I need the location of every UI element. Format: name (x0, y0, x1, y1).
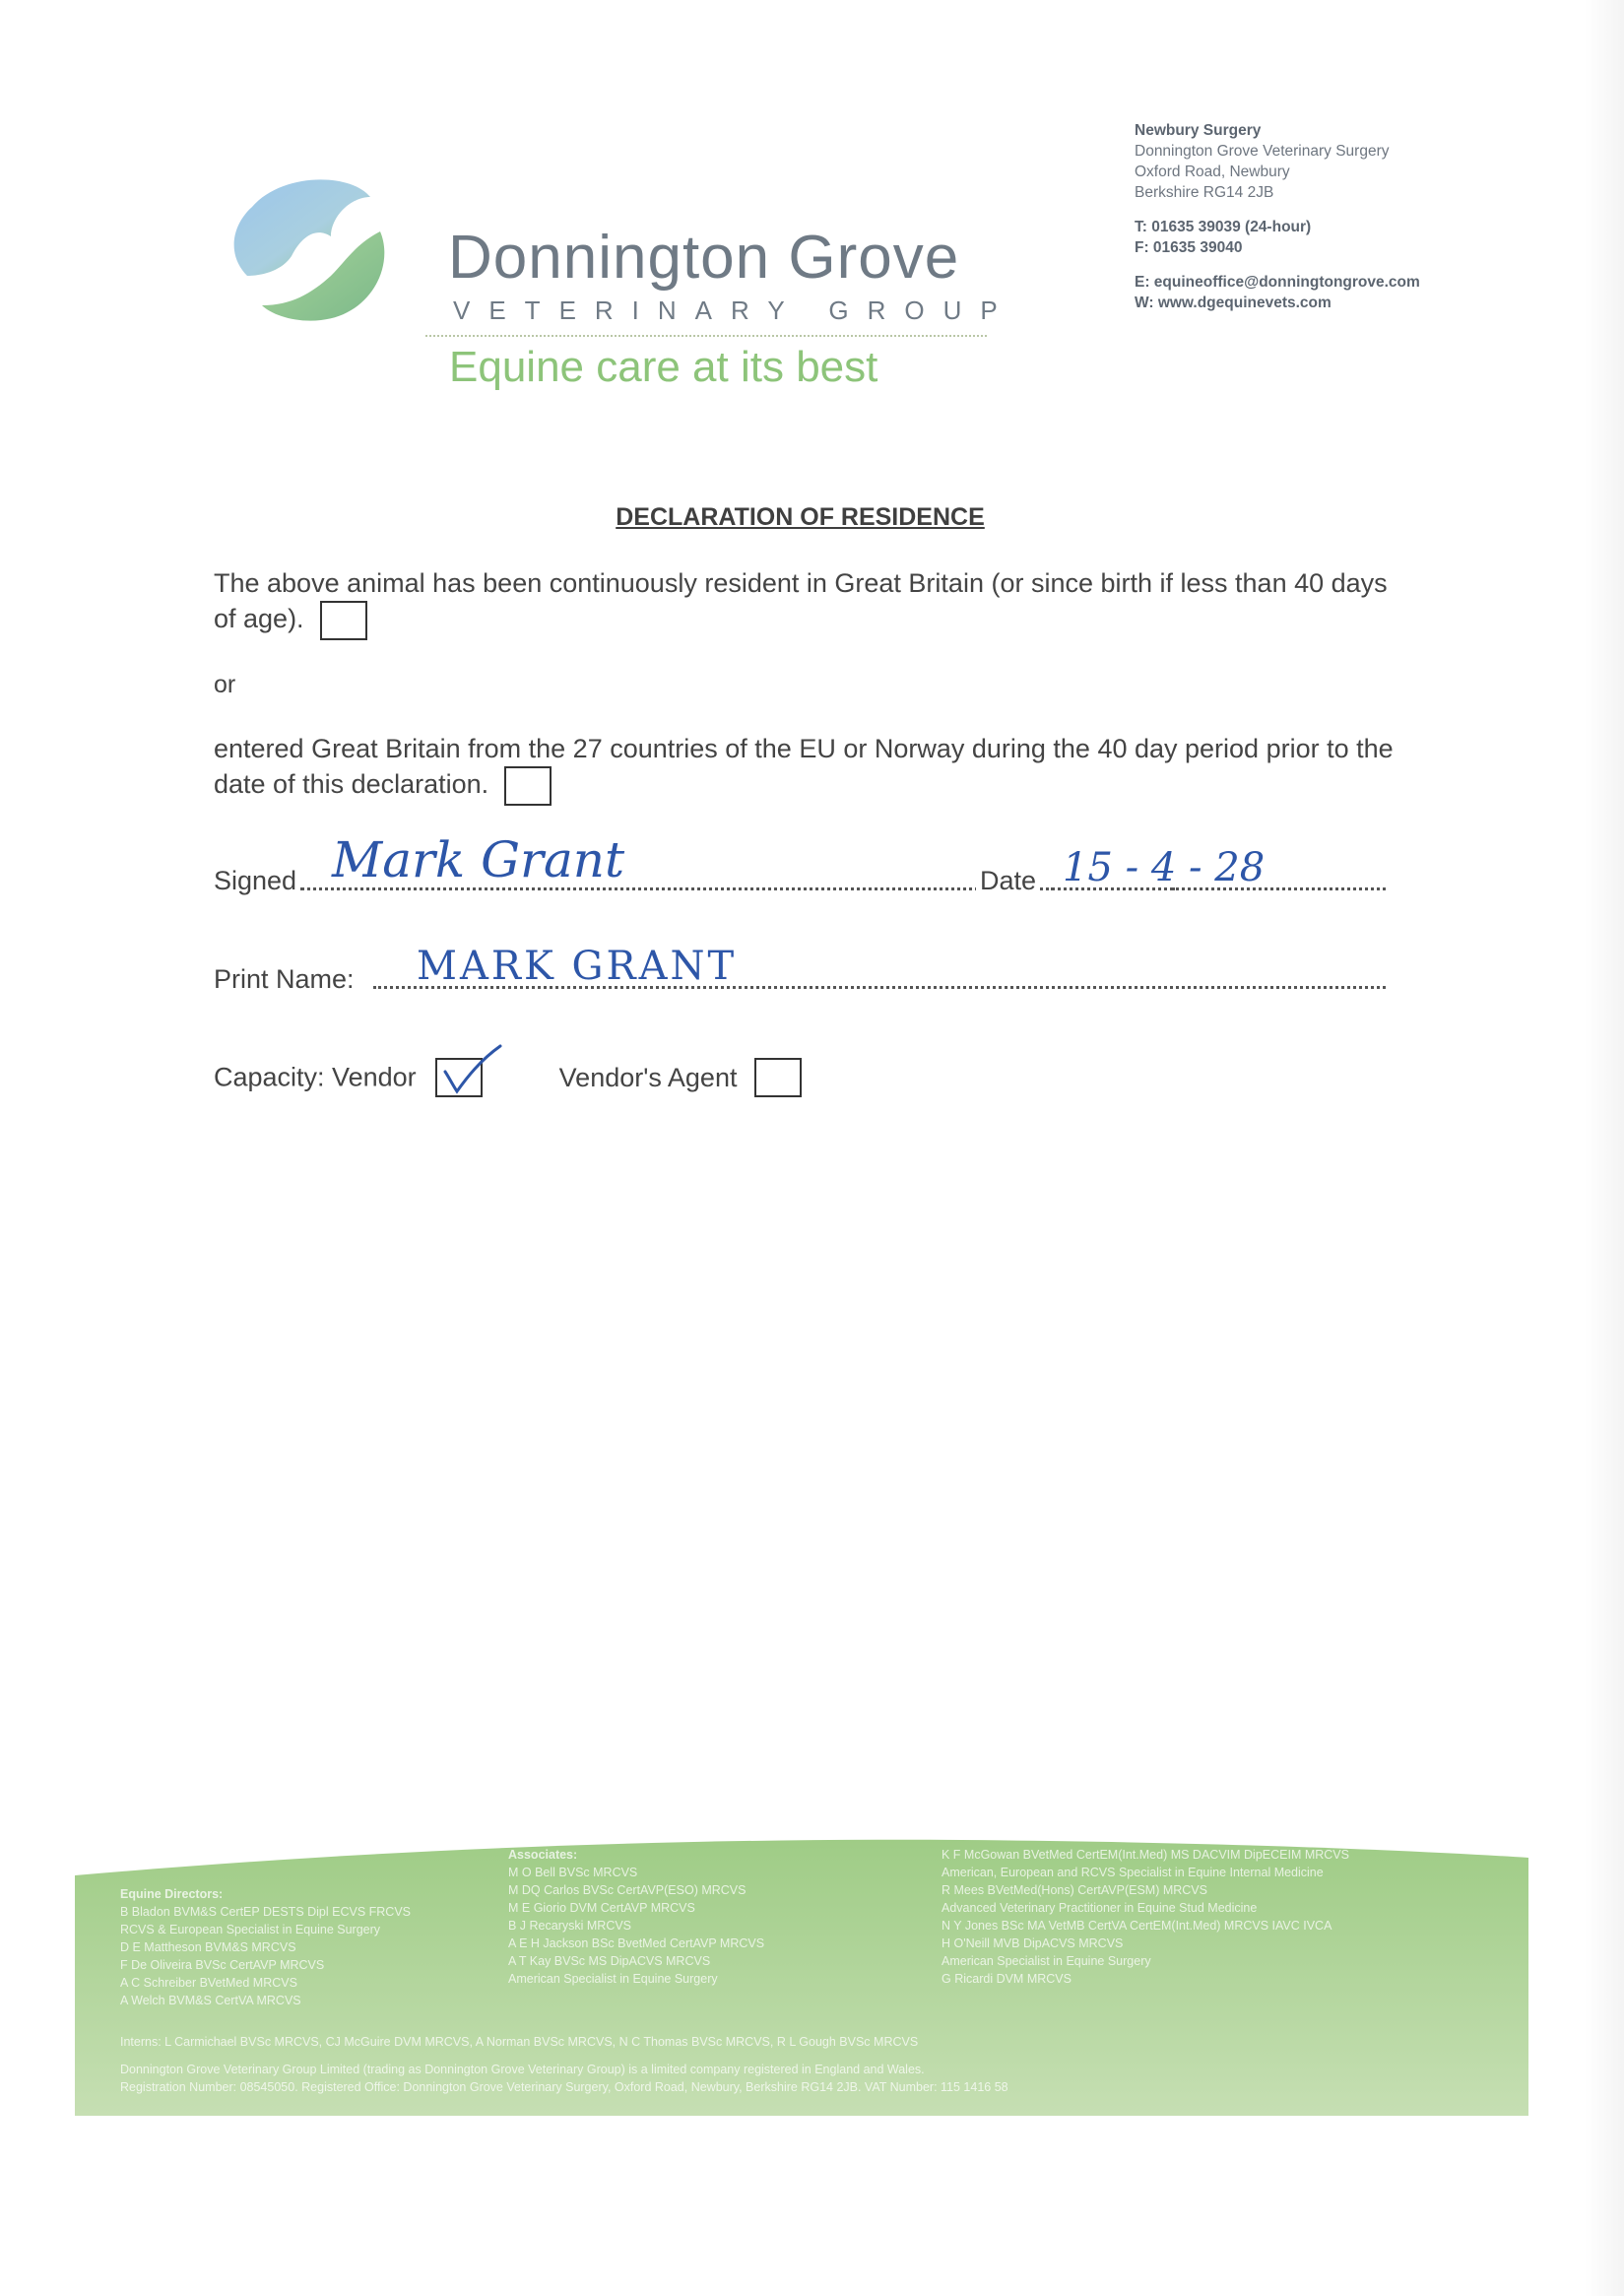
surgery-name: Newbury Surgery (1135, 122, 1262, 139)
residence-statement-text: The above animal has been continuously resident in Great Britain (or since birth if less than 40 days of age). (214, 568, 1388, 634)
fax-number: F: 01635 39040 (1135, 239, 1243, 256)
footer-director: D E Mattheson BVM&S MRCVS (120, 1940, 296, 1954)
footer-associates-heading: Associates: (508, 1848, 578, 1862)
footer-director: B Bladon BVM&S CertEP DESTS Dipl ECVS FRCVS (120, 1905, 412, 1919)
logo-icon (223, 177, 390, 335)
check-mark-icon (439, 1042, 508, 1099)
footer-associate: A T Kay BVSc MS DipACVS MRCVS (508, 1954, 711, 1968)
entry-statement (214, 731, 1396, 806)
footer-specialist: American, European and RCVS Specialist in Equine Internal Medicine (942, 1866, 1324, 1879)
signature-value: Mark Grant (332, 831, 625, 888)
address-line: Oxford Road, Newbury (1135, 164, 1290, 180)
footer-company: Donnington Grove Veterinary Group Limited (trading as Donnington Grove Veterinary Group) is a limited company registered in England and Wales. (120, 2063, 925, 2076)
footer-associate: M E Giorio DVM CertAVP MRCVS (508, 1901, 695, 1915)
footer-interns: Interns: L Carmichael BVSc MRCVS, CJ McGuire DVM MRCVS, A Norman BVSc MRCVS, N C Thomas BVSc MRCVS, R L Gough BVSc MRCVS (120, 2035, 919, 2049)
or-separator: or (214, 671, 236, 698)
website-link[interactable]: W: www.dgequinevets.com (1135, 295, 1332, 311)
date-label: Date (976, 866, 1040, 896)
vendor-agent-label: Vendor's Agent (558, 1062, 738, 1092)
footer-director: A Welch BVM&S CertVA MRCVS (120, 1994, 301, 2007)
capacity-vendor-label: Capacity: Vendor (214, 1062, 417, 1092)
footer-specialist: K F McGowan BVetMed CertEM(Int.Med) MS DACVIM DipECEIM MRCVS (942, 1848, 1349, 1862)
entry-statement-text: entered Great Britain from the 27 countries of the EU or Norway during the 40 day period prior to the date of this declaration. (214, 734, 1394, 800)
vendor-agent-checkbox[interactable] (754, 1058, 802, 1097)
resident-checkbox[interactable] (320, 601, 367, 640)
footer-associate: American Specialist in Equine Surgery (508, 1972, 718, 1986)
signature-row (214, 827, 1386, 896)
address-line: Berkshire RG14 2JB (1135, 184, 1274, 201)
signed-label: Signed (214, 866, 297, 895)
print-name-row (214, 936, 1386, 995)
print-name-value: MARK GRANT (417, 944, 738, 989)
brand-divider (425, 335, 987, 337)
footer-specialist: American Specialist in Equine Surgery (942, 1954, 1151, 1968)
footer-associate: B J Recaryski MRCVS (508, 1919, 632, 1933)
footer-director: A C Schreiber BVetMed MRCVS (120, 1976, 297, 1990)
footer-directors (120, 1885, 411, 2009)
vendor-checkbox[interactable] (435, 1058, 483, 1097)
footer-specialist: G Ricardi DVM MRCVS (942, 1972, 1072, 1986)
date-value: 15 - 4 - 28 (1063, 845, 1266, 890)
footer-associate: M O Bell BVSc MRCVS (508, 1866, 638, 1879)
page-edge-shadow (1585, 0, 1624, 2296)
footer-directors-heading: Equine Directors: (120, 1887, 224, 1901)
residence-statement (214, 565, 1396, 640)
footer-specialist: Advanced Veterinary Practitioner in Equine Stud Medicine (942, 1901, 1258, 1915)
email-link[interactable]: E: equineoffice@donningtongrove.com (1135, 274, 1420, 291)
footer-associate: M DQ Carlos BVSc CertAVP(ESO) MRCVS (508, 1883, 747, 1897)
brand-name: Donnington Grove (448, 224, 960, 292)
address-line: Donnington Grove Veterinary Surgery (1135, 143, 1390, 160)
footer-specialist: N Y Jones BSc MA VetMB CertVA CertEM(Int.Med) MRCVS IAVC IVCA (942, 1919, 1332, 1933)
phone-number: T: 01635 39039 (24-hour) (1135, 219, 1312, 235)
print-name-label: Print Name: (214, 964, 355, 994)
brand-subtitle: VETERINARY GROUP (453, 295, 1016, 325)
footer-registration: Registration Number: 08545050. Registered Office: Donnington Grove Veterinary Surgery, Oxford Road, Newbury, Berkshire RG14 2JB. VAT Number: 115 1416 58 (120, 2080, 1008, 2094)
footer-associates (508, 1846, 764, 1988)
entered-checkbox[interactable] (504, 766, 552, 806)
footer-specialists (942, 1846, 1349, 1988)
document-title: DECLARATION OF RESIDENCE (616, 503, 985, 531)
footer-specialist: H O'Neill MVB DipACVS MRCVS (942, 1936, 1124, 1950)
footer-associate: A E H Jackson BSc BvetMed CertAVP MRCVS (508, 1936, 765, 1950)
contact-block (1135, 120, 1578, 313)
capacity-row (214, 1058, 802, 1097)
footer-director: RCVS & European Specialist in Equine Surgery (120, 1923, 381, 1936)
footer-specialist: R Mees BVetMed(Hons) CertAVP(ESM) MRCVS (942, 1883, 1207, 1897)
brand-tagline: Equine care at its best (449, 343, 878, 391)
footer-director: F De Oliveira BVSc CertAVP MRCVS (120, 1958, 325, 1972)
